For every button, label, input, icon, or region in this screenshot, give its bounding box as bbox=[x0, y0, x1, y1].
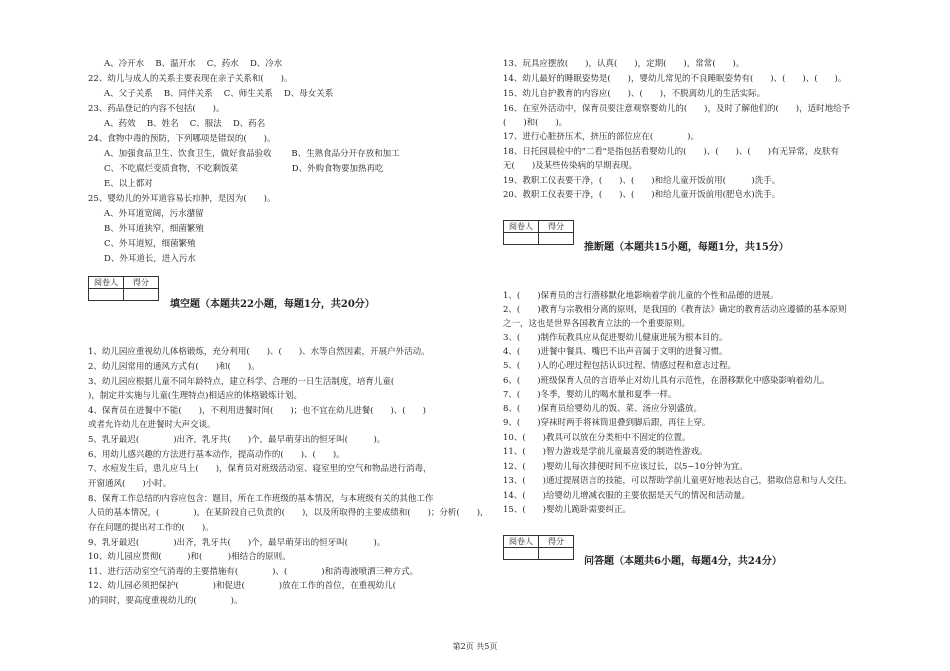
grader-label: 阅卷人 bbox=[89, 277, 124, 289]
q24-stem: 24、食物中毒的预防，下列哪项是错误的( )。 bbox=[88, 134, 276, 144]
q25-option-a: A、外耳道宽阔，污水潴留 bbox=[104, 209, 204, 219]
q25-stem: 25、婴幼儿的外耳道容易长疖肿，是因为( )。 bbox=[88, 194, 276, 204]
fill-line: 6、用幼儿感兴趣的方法进行基本动作，提高动作的( )、( )。 bbox=[88, 450, 345, 460]
essay-score-box bbox=[503, 535, 574, 560]
judge-line: 14、( )给婴幼儿增减衣服的主要依据是天气的情况和活动量。 bbox=[503, 491, 750, 501]
judge-line: 11、( )智力游戏是学前儿童最喜爱的制造性游戏。 bbox=[503, 447, 708, 457]
judge-line: 6、( )班级保育人员的言语举止对幼儿具有示范性，在潜移默化中感染影响着幼儿。 bbox=[503, 376, 830, 386]
q25-option-c: C、外耳道短，细菌繁殖 bbox=[104, 239, 196, 249]
fill-line: 11、进行活动室空气消毒的主要措施有( )、( )和消毒液喷洒三种方式。 bbox=[88, 567, 419, 577]
q13: 13、玩具应摆放( )，认真( )，定期( )，常常( )。 bbox=[503, 59, 745, 69]
fill-line: 或者允许幼儿在进餐时大声交谈。 bbox=[88, 420, 216, 430]
q20: 20、教职工仪表要干净，( )、( )和给儿童开饭前用(肥皂水)洗手。 bbox=[503, 190, 781, 200]
fill-line: )，制定并实施与儿童(生理特点)相适应的体格锻炼计划。 bbox=[88, 391, 302, 401]
q16: 16、在室外活动中，保育员要注意观察婴幼儿的( )，及时了解他们的( )，适时地给予 bbox=[503, 104, 851, 114]
judge-line: 10、( )教具可以放在分类柜中不固定的位置。 bbox=[503, 433, 691, 443]
fill-line: 存在问题的提出对工作的( )。 bbox=[88, 523, 214, 533]
q19: 19、教职工仪表要干净，( )、( )和给儿童开饭前用( )洗手。 bbox=[503, 176, 781, 186]
fill-line: 7、水痘发生后，患儿应马上( )，保育员对班级活动室、寝室里的空气和物品进行消毒， bbox=[88, 464, 432, 474]
judge-section-title: 推断题（本题共15小题，每题1分，共15分） bbox=[584, 242, 789, 253]
judge-line: 15、( )婴幼儿跪卧需要纠正。 bbox=[503, 505, 631, 515]
q18-cont: 无( )及某些传染病的早期表现。 bbox=[503, 161, 638, 171]
fill-line: 8、保育工作总结的内容应包含：题目，所在工作班级的基本情况，与本班级有关的其他工作 bbox=[88, 494, 434, 504]
judge-line: 9、( )穿袜时两手将袜筒退叠到脚后跟，再往上穿。 bbox=[503, 418, 711, 428]
q16-cont: ( )和( )。 bbox=[503, 118, 568, 128]
fill-line: 1、幼儿园应重视幼儿体格锻炼，充分利用( )、( )、水等自然因素，开展户外活动。 bbox=[88, 347, 430, 357]
judge-line: 3、( )制作玩教具应从促进婴幼儿健康进展为根本目的。 bbox=[503, 333, 728, 343]
fill-section-title: 填空题（本题共22小题，每题1分，共20分） bbox=[170, 299, 375, 310]
judge-line: 之一，这也是世界各国教育立法的一个重要原则。 bbox=[503, 319, 691, 329]
fill-line: 12、幼儿园必须把保护( )和促进( )放在工作的首位，在重视幼儿( bbox=[88, 581, 396, 591]
q17: 17、进行心脏挤压术，挤压的部位应在( )。 bbox=[503, 132, 699, 142]
fill-line: 10、幼儿园应贯彻( )和( )相结合的原则。 bbox=[88, 552, 291, 562]
score-label: 得分 bbox=[539, 221, 574, 233]
q25-option-b: B、外耳道狭窄，细菌繁殖 bbox=[104, 224, 204, 234]
q25-option-d: D、外耳道长，进入污水 bbox=[104, 254, 196, 264]
q22-options: A、父子关系 B、同伴关系 C、师生关系 D、母女关系 bbox=[104, 89, 334, 99]
judge-line: 1、( )保育员的言行潜移默化地影响着学前儿童的个性和品德的进展。 bbox=[503, 291, 779, 301]
judge-score-box bbox=[503, 220, 574, 245]
grader-cell[interactable] bbox=[504, 233, 539, 245]
q24-option-ab: A、加强食品卫生、饮食卫生，做好食品验收 B、生熟食品分开存放和加工 bbox=[104, 149, 400, 159]
fill-line: 开窗通风( )小时。 bbox=[88, 479, 172, 489]
q14: 14、幼儿最好的睡眠姿势是( )，婴幼儿常见的不良睡眠姿势有( )、( )、( )。 bbox=[503, 74, 847, 84]
score-label: 得分 bbox=[539, 536, 574, 548]
judge-line: 7、( )冬季，婴幼儿的喝水量和夏季一样。 bbox=[503, 390, 677, 400]
score-cell[interactable] bbox=[539, 233, 574, 245]
score-label: 得分 bbox=[124, 277, 159, 289]
q23-options: A、药效 B、姓名 C、服法 D、药名 bbox=[104, 119, 266, 129]
grader-cell[interactable] bbox=[89, 289, 124, 301]
fill-line: 4、保育员在进餐中不能( )，不利用进餐时间( )；也不宜在幼儿进餐( )、( ) bbox=[88, 406, 426, 416]
judge-line: 5、( )人的心理过程包括认识过程、情感过程和意志过程。 bbox=[503, 361, 737, 371]
q23-stem: 23、药品登记的内容不包括( )。 bbox=[88, 104, 225, 114]
fill-line: )的同时，要高度重视幼儿的( )。 bbox=[88, 596, 243, 606]
judge-line: 13、( )通过提展语言的技能，可以帮助学前儿童更好地表达自己，猎取信息和与人交往。 bbox=[503, 476, 852, 486]
score-cell[interactable] bbox=[124, 289, 159, 301]
q24-option-e: E、以上都对 bbox=[104, 179, 153, 189]
fill-line: 5、乳牙最迟( )出齐，乳牙共( )个，最早萌芽出的恒牙叫( )。 bbox=[88, 435, 386, 445]
q18: 18、日托园晨检中的"二看"是指包括看婴幼儿的( )、( )、( )有无异常，皮肤有 bbox=[503, 147, 840, 157]
judge-line: 4、( )进餐中餐具、嘴巴不出声音属于文明的进餐习惯。 bbox=[503, 347, 728, 357]
q24-option-cd: C、不吃腐烂变质食物，不吃剩饭菜 D、外购食物要加热再吃 bbox=[104, 164, 384, 174]
q22-stem: 22、幼儿与成人的关系主要表现在亲子关系和( )。 bbox=[88, 74, 293, 84]
grader-label: 阅卷人 bbox=[504, 221, 539, 233]
fill-line: 9、乳牙最迟( )出齐，乳牙共( )个，最早萌芽出的恒牙叫( )。 bbox=[88, 538, 386, 548]
essay-section-title: 问答题（本题共6小题，每题4分，共24分） bbox=[584, 556, 782, 567]
grader-cell[interactable] bbox=[504, 548, 539, 560]
judge-line: 2、( )教育与宗教相分离的原则，是我国的《教育法》确定的教育活动应遵循的基本原则 bbox=[503, 305, 847, 315]
fill-line: 人员的基本情况，( )，在某阶段自己负责的( )，以及所取得的主要成绩和( )；分析( )， bbox=[88, 508, 489, 518]
q15: 15、幼儿自护教育的内容应( )、( )，不脱离幼儿的生活实际。 bbox=[503, 89, 766, 99]
grader-label: 阅卷人 bbox=[504, 536, 539, 548]
fill-line: 2、幼儿园常用的通风方式有( )和( )。 bbox=[88, 362, 260, 372]
judge-line: 12、( )婴幼儿每次排便时间不应该过长，以5~10分钟为宜。 bbox=[503, 462, 748, 472]
page-number: 第2页 共5页 bbox=[452, 642, 498, 651]
score-cell[interactable] bbox=[539, 548, 574, 560]
fill-score-box bbox=[88, 276, 159, 301]
q21-options: A、冷开水 B、温开水 C、药水 D、冷水 bbox=[104, 59, 283, 69]
judge-line: 8、( )保育员给婴幼儿的饭、菜、汤应分别盛放。 bbox=[503, 404, 703, 414]
fill-line: 3、幼儿园应根据儿童不同年龄特点，建立科学、合理的一日生活制度，培育儿童( bbox=[88, 377, 412, 387]
